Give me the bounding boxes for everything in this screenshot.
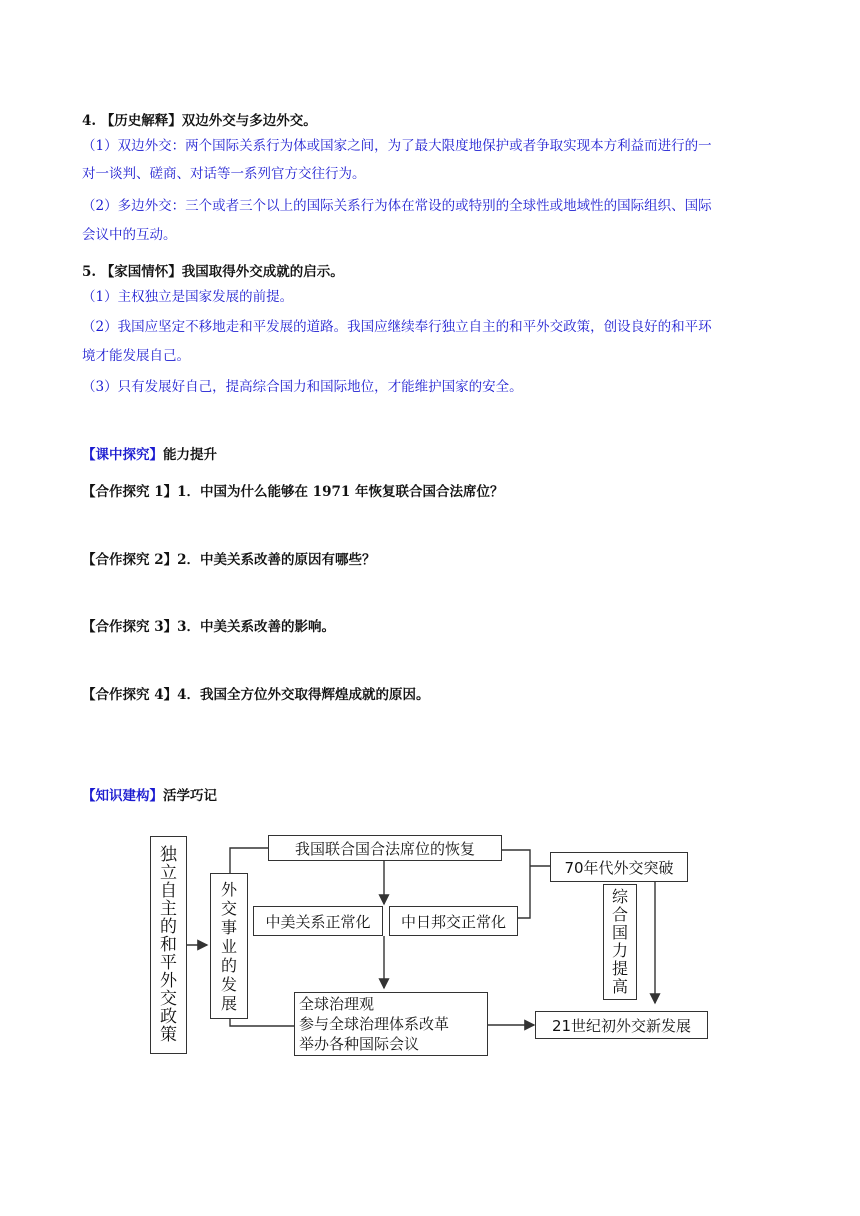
development-char: 业 <box>220 936 237 956</box>
build-tag: 【知识建构】 <box>82 788 163 804</box>
section-4-title: 双边外交与多边外交。 <box>181 113 317 129</box>
explore-question-4: 【合作探究 4】4．我国全方位外交取得辉煌成就的原因。 <box>82 687 430 703</box>
sino-us-label: 中美关系正常化 <box>265 912 371 931</box>
section-4-line-4: 会议中的互动。 <box>82 227 177 243</box>
development-char: 事 <box>220 917 237 937</box>
explore-subtitle: 能力提升 <box>163 447 217 463</box>
explore-question-2: 【合作探究 2】2．中美关系改善的原因有哪些？ <box>82 552 376 568</box>
un-seat-label: 我国联合国合法席位的恢复 <box>294 839 475 858</box>
global-governance-box <box>294 992 488 1056</box>
development-char: 的 <box>220 955 237 975</box>
development-char: 发 <box>220 974 237 994</box>
section-5-tag: 【家国情怀】 <box>100 264 182 280</box>
build-subtitle: 活学巧记 <box>163 788 217 804</box>
explore-tag: 【课中探究】 <box>82 447 163 463</box>
policy-char: 外 <box>160 971 177 991</box>
power-char: 综 <box>611 887 628 906</box>
development-char: 外 <box>220 879 237 899</box>
policy-char: 自 <box>160 881 177 901</box>
policy-char: 策 <box>160 1025 177 1045</box>
policy-char: 主 <box>160 899 177 919</box>
power-char: 国 <box>611 923 628 942</box>
diplomacy-development-box <box>210 873 248 1019</box>
global-governance-line-2: 参与全球治理体系改革 <box>299 1015 450 1033</box>
policy-char: 立 <box>160 863 177 883</box>
section-5-title: 我国取得外交成就的启示。 <box>181 264 344 280</box>
power-char: 合 <box>611 905 628 924</box>
section-5-line-4: （3）只有发展好自己，提高综合国力和国际地位，才能维护国家的安全。 <box>82 379 523 395</box>
breakthrough-label: 70年代外交突破 <box>564 858 674 877</box>
power-char: 力 <box>611 941 628 960</box>
section-5-line-2: （2）我国应坚定不移地走和平发展的道路。我国应继续奉行独立自主的和平外交政策，创设良好的和平环 <box>82 319 712 335</box>
section-4-number: 4. <box>82 113 97 129</box>
breakthrough-box <box>550 852 688 882</box>
sino-japan-label: 中日邦交正常化 <box>400 912 506 931</box>
global-governance-line-1: 全球治理观 <box>299 995 375 1013</box>
section-4-line-2: 对一谈判、磋商、对话等一系列官方交往行为。 <box>82 166 366 182</box>
global-governance-line-3: 举办各种国际会议 <box>299 1035 420 1053</box>
policy-char: 交 <box>160 989 177 1009</box>
policy-box <box>150 836 187 1054</box>
policy-char: 和 <box>160 935 177 955</box>
development-char: 展 <box>220 993 237 1013</box>
policy-char: 政 <box>160 1007 177 1027</box>
new-development-label: 21世纪初外交新发展 <box>551 1016 692 1035</box>
policy-char: 的 <box>160 917 177 937</box>
section-4-tag: 【历史解释】 <box>100 113 182 129</box>
un-seat-box <box>268 835 502 861</box>
explore-question-3: 【合作探究 3】3．中美关系改善的影响。 <box>82 619 335 635</box>
section-4-line-3: （2）多边外交：三个或者三个以上的国际关系行为体在常设的或特别的全球性或地域性的国际组织、国际 <box>82 198 712 214</box>
section-5-line-3: 境才能发展自己。 <box>82 348 190 364</box>
new-development-box <box>535 1011 708 1039</box>
section-4-line-1: （1）双边外交：两个国际关系行为体或国家之间，为了最大限度地保护或者争取实现本方利益而进行的一 <box>82 138 712 154</box>
power-char: 提 <box>611 959 628 978</box>
policy-char: 独 <box>160 845 177 865</box>
policy-char: 平 <box>160 953 177 973</box>
power-char: 高 <box>611 977 628 996</box>
national-power-box <box>603 884 637 1000</box>
section-5-number: 5. <box>82 264 97 280</box>
development-char: 交 <box>220 898 237 918</box>
sino-japan-box <box>389 906 518 936</box>
section-5-line-1: （1）主权独立是国家发展的前提。 <box>82 289 294 305</box>
sino-us-box <box>253 906 383 936</box>
explore-question-1: 【合作探究 1】1．中国为什么能够在 1971 年恢复联合国合法席位？ <box>82 484 504 500</box>
